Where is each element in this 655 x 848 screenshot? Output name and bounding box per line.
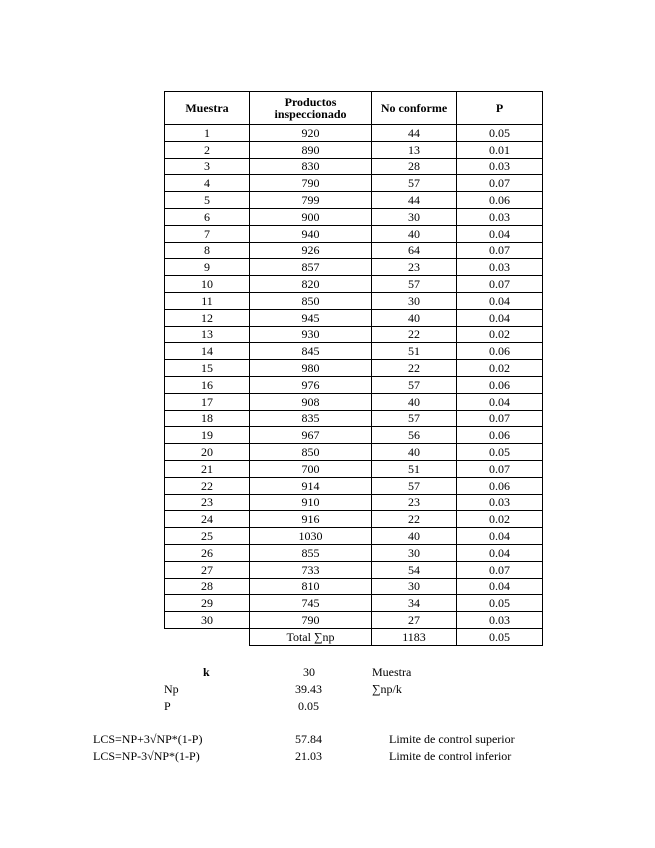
- cell-muestra: 2: [165, 141, 250, 158]
- cell-p: 0.04: [457, 528, 543, 545]
- cell-p: 0.02: [457, 326, 543, 343]
- cell-muestra: 6: [165, 208, 250, 225]
- table-row: [165, 494, 543, 511]
- cell-productos: 830: [250, 158, 372, 175]
- table-row: [165, 276, 543, 293]
- cell-productos: 1030: [250, 528, 372, 545]
- cell-muestra: 25: [165, 528, 250, 545]
- cell-productos: 914: [250, 477, 372, 494]
- cell-productos: 908: [250, 393, 372, 410]
- table-row: [165, 125, 543, 142]
- cell-no-conforme: 40: [372, 309, 457, 326]
- cell-muestra: 27: [165, 561, 250, 578]
- cell-productos: 900: [250, 208, 372, 225]
- cell-no-conforme: 57: [372, 175, 457, 192]
- table-row: [165, 460, 543, 477]
- cell-no-conforme: 40: [372, 528, 457, 545]
- cell-productos: 799: [250, 192, 372, 209]
- cell-productos: 926: [250, 242, 372, 259]
- lcs-formula: LCS=NP+3√NP*(1-P): [93, 732, 203, 746]
- cell-productos: 855: [250, 544, 372, 561]
- np-value: 39.43: [295, 682, 322, 696]
- table-row: [165, 444, 543, 461]
- table-row: [165, 208, 543, 225]
- cell-productos: 700: [250, 460, 372, 477]
- cell-muestra: 23: [165, 494, 250, 511]
- table-row: [165, 360, 543, 377]
- cell-no-conforme: 57: [372, 477, 457, 494]
- cell-muestra: 14: [165, 343, 250, 360]
- cell-productos: 790: [250, 612, 372, 629]
- cell-muestra: 11: [165, 292, 250, 309]
- cell-p: 0.04: [457, 292, 543, 309]
- cell-p: 0.03: [457, 612, 543, 629]
- table-row: [165, 477, 543, 494]
- cell-productos: 745: [250, 595, 372, 612]
- cell-muestra: 7: [165, 225, 250, 242]
- cell-muestra: 30: [165, 612, 250, 629]
- cell-no-conforme: 44: [372, 125, 457, 142]
- cell-muestra: 15: [165, 360, 250, 377]
- p-value: 0.05: [298, 699, 319, 713]
- cell-productos: 845: [250, 343, 372, 360]
- table-row: [165, 595, 543, 612]
- cell-productos: 850: [250, 292, 372, 309]
- control-chart-table: [164, 91, 543, 646]
- cell-p: 0.04: [457, 309, 543, 326]
- cell-no-conforme: 28: [372, 158, 457, 175]
- cell-no-conforme: 30: [372, 578, 457, 595]
- cell-p: 0.05: [457, 125, 543, 142]
- total-np-sum: 1183: [372, 628, 457, 645]
- cell-productos: 940: [250, 225, 372, 242]
- cell-no-conforme: 54: [372, 561, 457, 578]
- cell-p: 0.07: [457, 175, 543, 192]
- cell-no-conforme: 23: [372, 259, 457, 276]
- cell-no-conforme: 51: [372, 343, 457, 360]
- cell-productos: 810: [250, 578, 372, 595]
- cell-muestra: 10: [165, 276, 250, 293]
- cell-no-conforme: 22: [372, 326, 457, 343]
- cell-no-conforme: 57: [372, 276, 457, 293]
- cell-no-conforme: 40: [372, 444, 457, 461]
- cell-p: 0.03: [457, 259, 543, 276]
- cell-productos: 930: [250, 326, 372, 343]
- table-row: [165, 561, 543, 578]
- total-blank-cell: [165, 628, 250, 645]
- cell-p: 0.06: [457, 376, 543, 393]
- cell-no-conforme: 22: [372, 360, 457, 377]
- cell-muestra: 20: [165, 444, 250, 461]
- lci-note: Limite de control inferior: [389, 749, 512, 763]
- cell-p: 0.04: [457, 578, 543, 595]
- cell-no-conforme: 30: [372, 208, 457, 225]
- total-label: Total ∑np: [250, 628, 372, 645]
- cell-productos: 835: [250, 410, 372, 427]
- cell-p: 0.05: [457, 595, 543, 612]
- cell-muestra: 12: [165, 309, 250, 326]
- cell-p: 0.06: [457, 477, 543, 494]
- cell-muestra: 9: [165, 259, 250, 276]
- cell-no-conforme: 51: [372, 460, 457, 477]
- cell-muestra: 22: [165, 477, 250, 494]
- cell-no-conforme: 40: [372, 225, 457, 242]
- cell-no-conforme: 40: [372, 393, 457, 410]
- cell-productos: 976: [250, 376, 372, 393]
- cell-muestra: 13: [165, 326, 250, 343]
- cell-p: 0.04: [457, 225, 543, 242]
- cell-p: 0.03: [457, 208, 543, 225]
- k-label: k: [203, 665, 210, 679]
- cell-muestra: 17: [165, 393, 250, 410]
- table-row: [165, 326, 543, 343]
- table-header-row: [165, 92, 543, 125]
- cell-muestra: 4: [165, 175, 250, 192]
- cell-p: 0.07: [457, 242, 543, 259]
- cell-productos: 790: [250, 175, 372, 192]
- header-productos-inspeccionado: Productos inspeccionado: [250, 92, 372, 125]
- table-body: [165, 125, 543, 629]
- table-row: [165, 376, 543, 393]
- cell-productos: 920: [250, 125, 372, 142]
- cell-no-conforme: 22: [372, 511, 457, 528]
- cell-no-conforme: 27: [372, 612, 457, 629]
- cell-no-conforme: 30: [372, 544, 457, 561]
- cell-no-conforme: 57: [372, 410, 457, 427]
- cell-p: 0.03: [457, 494, 543, 511]
- lcs-value: 57.84: [295, 732, 322, 746]
- cell-p: 0.02: [457, 360, 543, 377]
- cell-p: 0.02: [457, 511, 543, 528]
- cell-muestra: 5: [165, 192, 250, 209]
- cell-muestra: 29: [165, 595, 250, 612]
- cell-productos: 857: [250, 259, 372, 276]
- cell-productos: 967: [250, 427, 372, 444]
- cell-p: 0.06: [457, 343, 543, 360]
- cell-p: 0.06: [457, 192, 543, 209]
- table-row: [165, 612, 543, 629]
- cell-no-conforme: 56: [372, 427, 457, 444]
- cell-muestra: 26: [165, 544, 250, 561]
- table-row: [165, 511, 543, 528]
- table-row: [165, 158, 543, 175]
- cell-no-conforme: 57: [372, 376, 457, 393]
- table-row: [165, 292, 543, 309]
- table-row: [165, 192, 543, 209]
- cell-productos: 916: [250, 511, 372, 528]
- cell-p: 0.07: [457, 460, 543, 477]
- cell-no-conforme: 30: [372, 292, 457, 309]
- cell-productos: 980: [250, 360, 372, 377]
- cell-muestra: 16: [165, 376, 250, 393]
- lci-formula: LCS=NP-3√NP*(1-P): [93, 749, 200, 763]
- cell-muestra: 28: [165, 578, 250, 595]
- table-row: [165, 427, 543, 444]
- cell-no-conforme: 13: [372, 141, 457, 158]
- header-muestra: Muestra: [165, 92, 250, 125]
- header-p: P: [457, 92, 543, 125]
- table-row: [165, 393, 543, 410]
- cell-productos: 945: [250, 309, 372, 326]
- table-row: [165, 309, 543, 326]
- cell-p: 0.07: [457, 561, 543, 578]
- cell-productos: 820: [250, 276, 372, 293]
- table-row: [165, 410, 543, 427]
- cell-no-conforme: 64: [372, 242, 457, 259]
- cell-muestra: 8: [165, 242, 250, 259]
- table-row: [165, 175, 543, 192]
- cell-p: 0.03: [457, 158, 543, 175]
- k-note: Muestra: [372, 665, 412, 679]
- p-label: P: [164, 699, 171, 713]
- cell-p: 0.04: [457, 544, 543, 561]
- cell-p: 0.05: [457, 444, 543, 461]
- cell-p: 0.06: [457, 427, 543, 444]
- np-note: ∑np/k: [372, 682, 402, 696]
- cell-muestra: 18: [165, 410, 250, 427]
- table-row: [165, 242, 543, 259]
- total-p: 0.05: [457, 628, 543, 645]
- cell-no-conforme: 44: [372, 192, 457, 209]
- cell-p: 0.07: [457, 276, 543, 293]
- np-label: Np: [164, 682, 179, 696]
- cell-no-conforme: 34: [372, 595, 457, 612]
- table-row: [165, 225, 543, 242]
- total-row: [165, 628, 543, 645]
- cell-muestra: 24: [165, 511, 250, 528]
- cell-productos: 850: [250, 444, 372, 461]
- table-row: [165, 578, 543, 595]
- table-row: [165, 528, 543, 545]
- table-row: [165, 544, 543, 561]
- cell-no-conforme: 23: [372, 494, 457, 511]
- cell-p: 0.07: [457, 410, 543, 427]
- cell-muestra: 21: [165, 460, 250, 477]
- cell-productos: 910: [250, 494, 372, 511]
- cell-muestra: 19: [165, 427, 250, 444]
- table-row: [165, 259, 543, 276]
- cell-productos: 890: [250, 141, 372, 158]
- k-value: 30: [303, 665, 315, 679]
- cell-p: 0.01: [457, 141, 543, 158]
- cell-muestra: 1: [165, 125, 250, 142]
- cell-p: 0.04: [457, 393, 543, 410]
- lci-value: 21.03: [295, 749, 322, 763]
- cell-muestra: 3: [165, 158, 250, 175]
- lcs-note: Limite de control superior: [389, 732, 515, 746]
- cell-productos: 733: [250, 561, 372, 578]
- table-row: [165, 141, 543, 158]
- header-no-conforme: No conforme: [372, 92, 457, 125]
- table-row: [165, 343, 543, 360]
